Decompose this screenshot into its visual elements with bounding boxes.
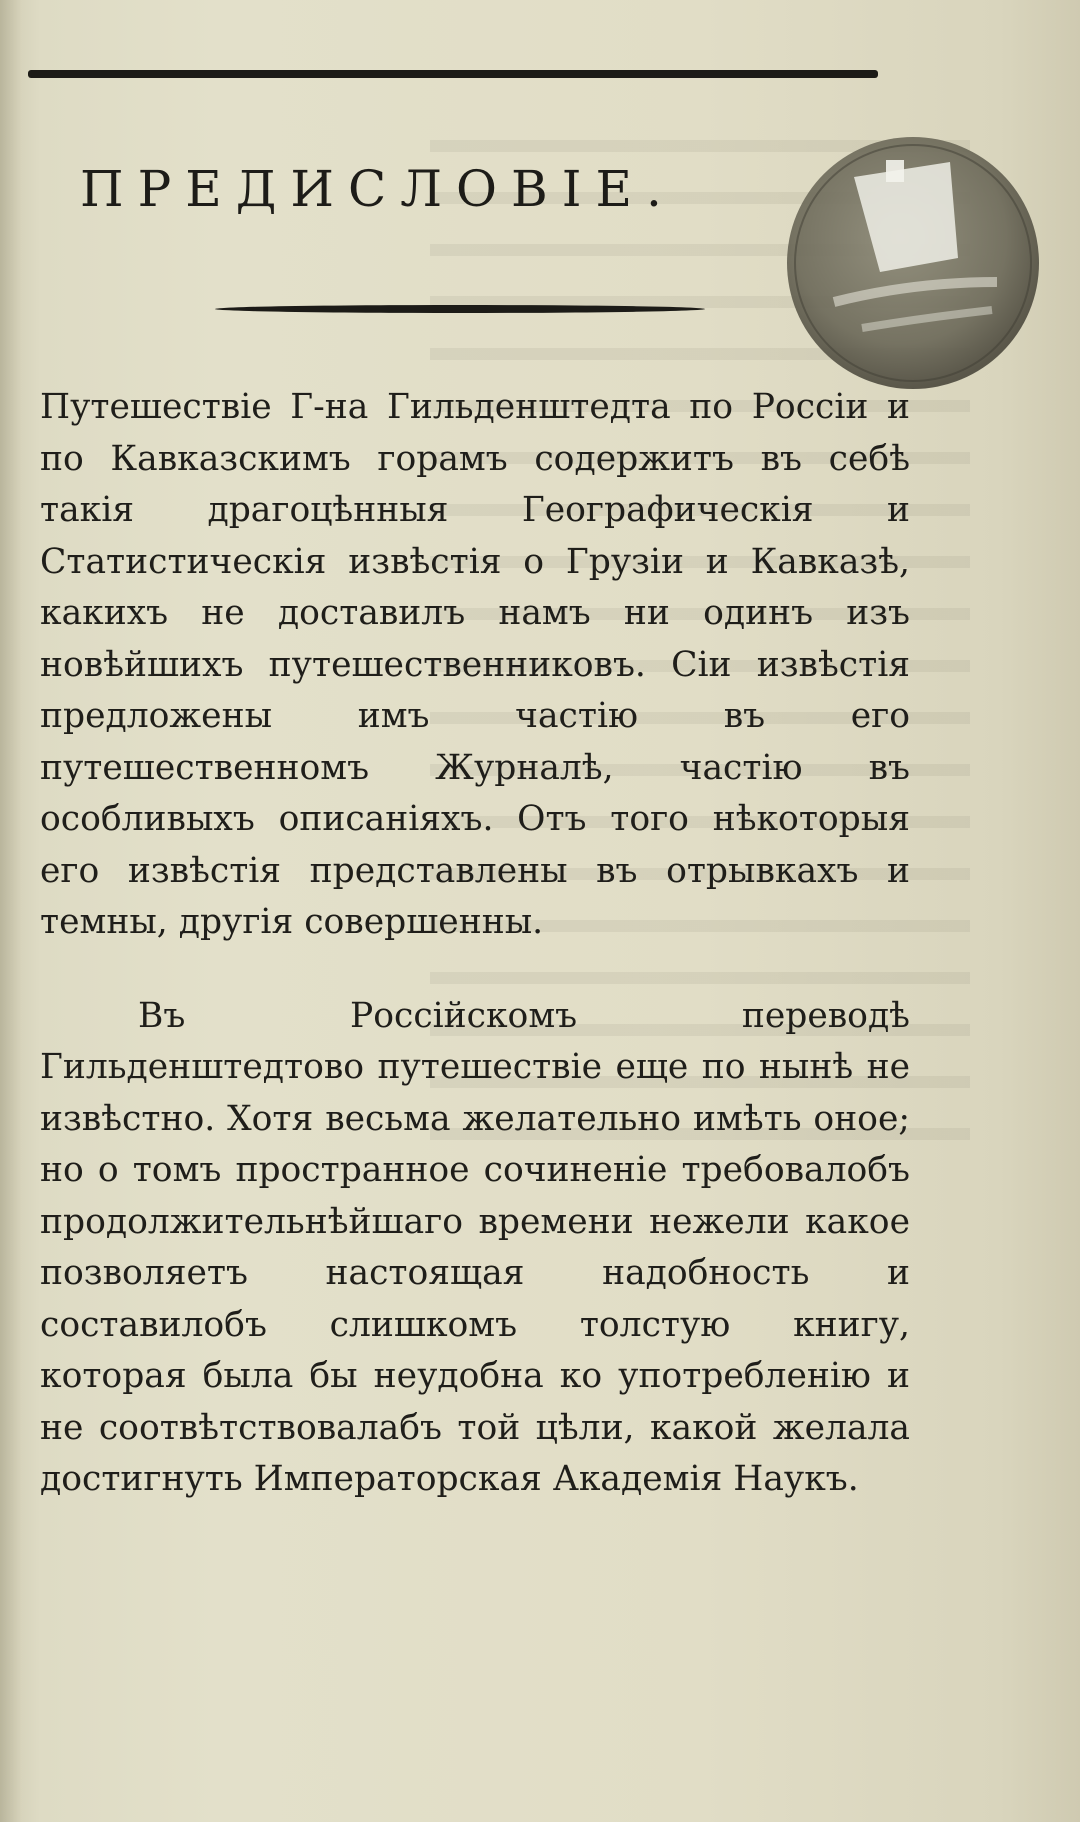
page-heading: ПРЕДИСЛОВІЕ. xyxy=(80,160,676,218)
paragraph-2: Въ Россійскомъ переводѣ Гильденштедтово путешествіе еще по нынѣ не извѣстно. Хотя весьма желательно имѣть оное; но о томъ пространное сочиненіе требовалобъ продолжительнѣйшаго времени нежели какое позволяетъ настоящая надобность и составилобъ слишкомъ толстую книгу, которая была бы неудобна ко употребленію и не соотвѣтствовалабъ той цѣли, какой желала достигнуть Императорская Академія Наукъ. xyxy=(40,995,910,1499)
preface-body xyxy=(40,382,910,1506)
top-rule xyxy=(28,70,878,78)
heading-rule xyxy=(215,305,705,313)
library-stamp-icon xyxy=(782,132,1044,394)
paragraph-1: Путешествіе Г-на Гильденштедта по Россіи и по Кавказскимъ горамъ содержитъ въ себѣ такія драгоцѣнныя Географическія и Статистическія извѣстія о Грузіи и Кавказѣ, какихъ не доставилъ намъ ни одинъ изъ новѣйшихъ путешественниковъ. Сіи извѣстія предложены имъ частію въ его путешественномъ Журналѣ, частію въ особливыхъ описаніяхъ. Отъ того нѣкоторыя его извѣстія представлены въ отрывкахъ и темны, другія совершенны. xyxy=(40,387,910,942)
page-edge-shadow xyxy=(0,0,22,1822)
